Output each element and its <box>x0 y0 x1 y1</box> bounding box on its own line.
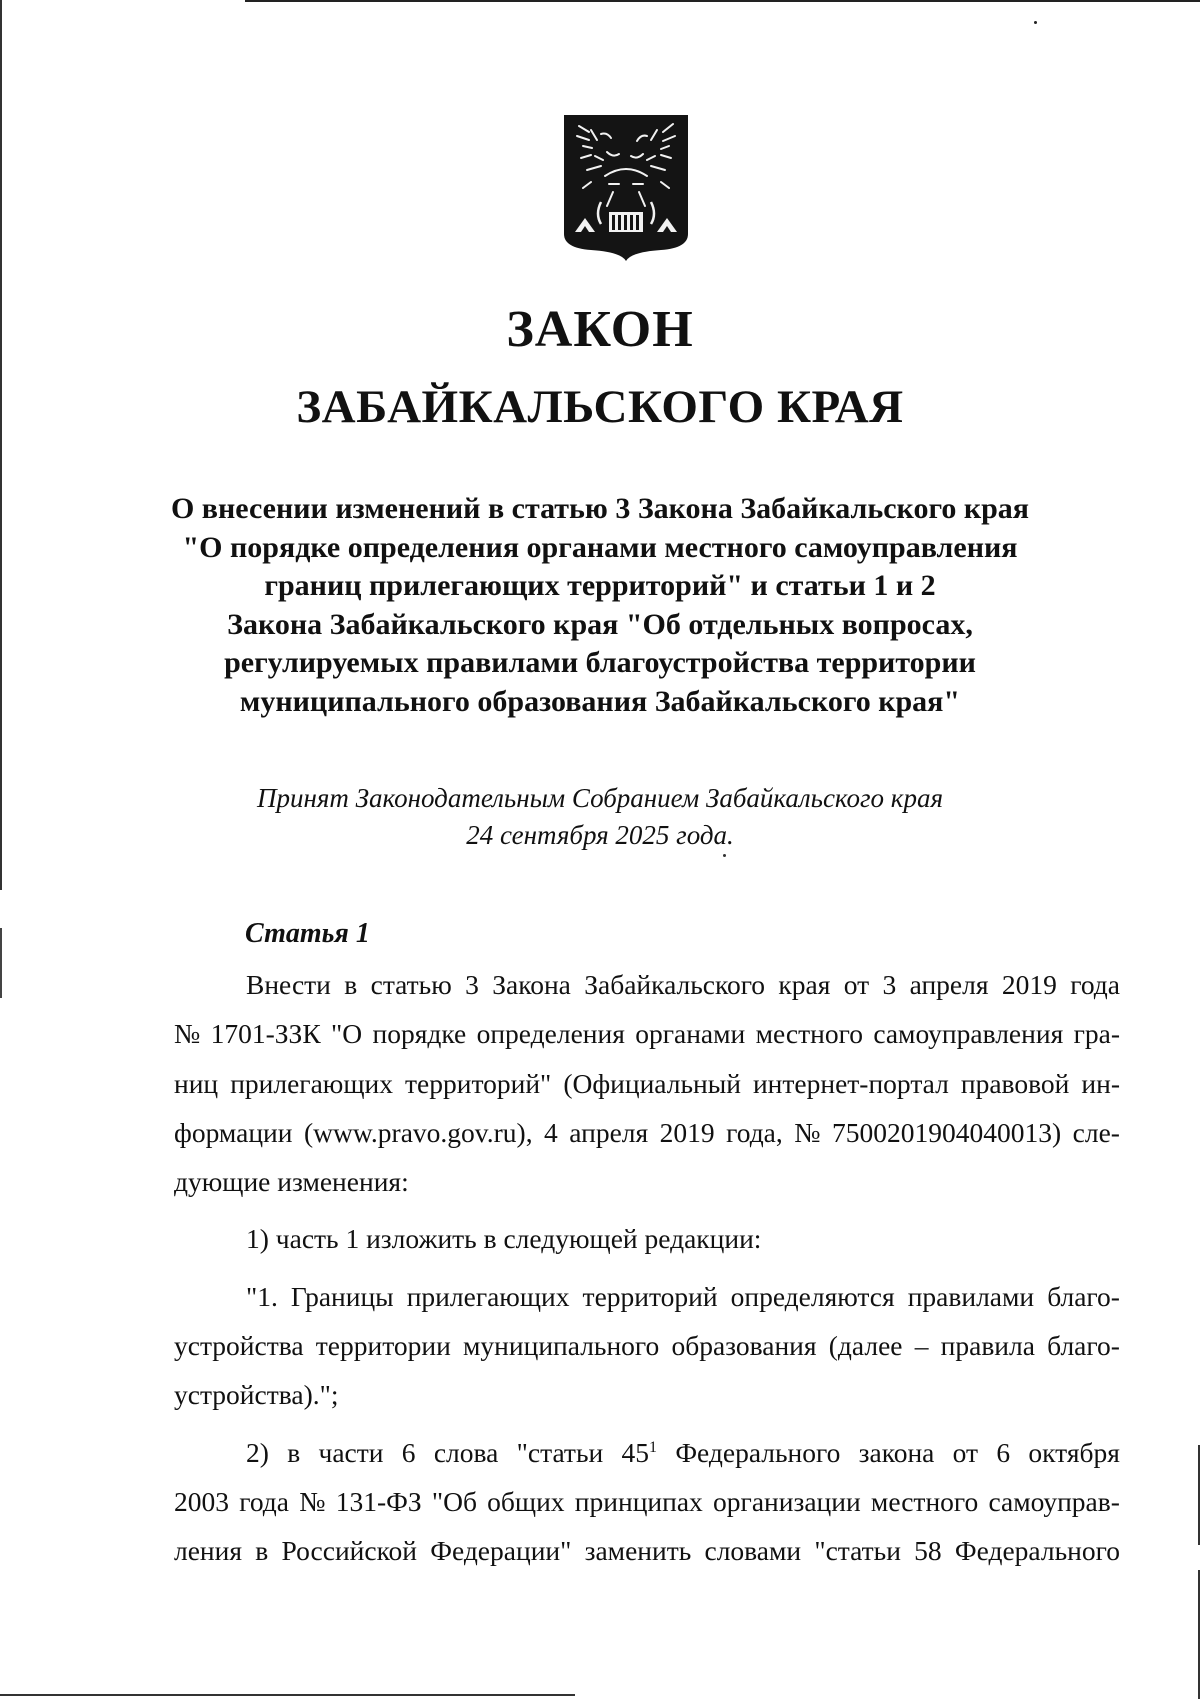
quote-line: устройства)."; <box>174 1379 339 1411</box>
word: интернет-портал <box>752 1067 949 1099</box>
word: порядке <box>372 1018 467 1050</box>
word: принципах <box>574 1485 703 1517</box>
word: ин- <box>1081 1067 1120 1099</box>
word: 58 <box>914 1535 942 1567</box>
word: территорий <box>582 1280 718 1312</box>
article-heading: Статья 1 <box>245 918 370 949</box>
paragraph-line <box>174 1477 1120 1526</box>
word: (Официальный <box>563 1067 741 1099</box>
word: Федерального <box>954 1535 1120 1567</box>
adoption-body: Принят Законодательным Собранием Забайкальского края <box>256 783 943 813</box>
word: "статьи <box>814 1535 901 1567</box>
word: формации <box>174 1116 293 1148</box>
word: благо- <box>1047 1280 1120 1312</box>
word: Внести <box>246 969 331 1000</box>
word: части <box>318 1436 384 1468</box>
subject-line: "О порядке определения органами местного самоуправления <box>182 530 1018 564</box>
word: апреля <box>909 969 989 1000</box>
word: Российской <box>281 1535 418 1567</box>
word: благо- <box>1047 1330 1120 1362</box>
word: 3 <box>465 969 479 1000</box>
word: года, <box>726 1116 783 1148</box>
subject-line: муниципального образования Забайкальского края" <box>239 684 961 718</box>
word: Границы <box>290 1280 394 1312</box>
paragraph-line: дующие изменения: <box>174 1166 409 1198</box>
word: ления <box>174 1535 243 1567</box>
scan-speck <box>723 854 726 857</box>
word: территории <box>315 1330 451 1362</box>
document-region-title: ЗАБАЙКАЛЬСКОГО КРАЯ <box>296 381 904 433</box>
word: словами <box>704 1535 802 1567</box>
law-subject-heading <box>130 490 1070 721</box>
scan-speck <box>1034 21 1037 24</box>
paragraph-line <box>174 1108 1120 1157</box>
word: края <box>778 969 831 1000</box>
word: общих <box>487 1485 565 1517</box>
word: апреля <box>569 1116 649 1148</box>
quote-line <box>174 1321 1120 1370</box>
word: территорий" <box>405 1067 552 1099</box>
document-title: ЗАКОН <box>506 301 694 358</box>
word: 131-ФЗ <box>335 1485 422 1517</box>
coat-of-arms-emblem <box>561 112 691 262</box>
word: заменить <box>584 1535 692 1567</box>
word: прилегающих <box>230 1067 393 1099</box>
word: "статьи <box>516 1436 604 1468</box>
subject-line: О внесении изменений в статью 3 Закона Забайкальского края <box>170 492 1030 525</box>
word: местного <box>755 1018 863 1050</box>
word: правилами <box>907 1280 1035 1312</box>
word: закона <box>858 1436 935 1468</box>
word: правовой <box>960 1067 1070 1099</box>
word: № <box>174 1018 201 1050</box>
word: 3 <box>882 969 897 1000</box>
scan-edge-left <box>0 0 2 890</box>
paragraph-line <box>174 1059 1120 1108</box>
word: от <box>843 969 870 1000</box>
word: от <box>952 1436 979 1468</box>
word: организации <box>713 1485 861 1517</box>
adoption-date: 24 сентября 2025 года. <box>466 820 734 850</box>
word: – <box>914 1330 929 1362</box>
word: 6 <box>996 1436 1011 1468</box>
scan-edge-bottom <box>0 1694 575 1696</box>
word: Федерации" <box>430 1535 572 1567</box>
paragraph-line <box>174 960 1120 1009</box>
scan-edge-top <box>245 0 1200 2</box>
word: 2003 <box>174 1485 229 1517</box>
quote-line <box>174 1272 1120 1321</box>
list-item <box>174 1428 1120 1477</box>
word: 7500201904040013) <box>831 1116 1062 1148</box>
word: самоуправ- <box>988 1485 1120 1517</box>
word: № <box>794 1116 821 1148</box>
word: года <box>1070 969 1120 1000</box>
word: ниц <box>174 1067 219 1099</box>
word: муниципального <box>463 1330 660 1362</box>
adoption-note <box>0 780 1200 854</box>
word: определения <box>476 1018 625 1050</box>
word: 4 <box>544 1116 558 1148</box>
word: (далее <box>828 1330 903 1362</box>
word: прилегающих <box>406 1280 570 1312</box>
word: самоуправления <box>873 1018 1064 1050</box>
word: 2019 <box>659 1116 715 1148</box>
word: 2) <box>246 1436 269 1468</box>
subject-line: регулируемых правилами благоустройства территории <box>224 646 976 679</box>
word: года <box>239 1485 289 1517</box>
subject-line: Закона Забайкальского края "Об отдельных вопросах, <box>227 607 973 641</box>
word: гра- <box>1073 1018 1120 1050</box>
word: органами <box>635 1018 746 1050</box>
word: "1. <box>246 1280 278 1312</box>
word: определяются <box>730 1280 895 1312</box>
word: образования <box>671 1330 817 1362</box>
word: $45^1$ <box>621 1436 658 1468</box>
word: 1701-ЗЗК <box>210 1018 321 1050</box>
word: устройства <box>174 1330 304 1362</box>
superscript-index: 1 <box>649 1438 658 1456</box>
article-body <box>174 960 1120 1576</box>
word: Федерального <box>675 1436 841 1468</box>
word: слова <box>433 1436 499 1468</box>
word: в <box>255 1535 269 1567</box>
word: в <box>344 969 358 1000</box>
word: 6 <box>401 1436 416 1468</box>
word: 2019 <box>1001 969 1057 1000</box>
word: (www.pravo.gov.ru), <box>303 1116 533 1148</box>
word: Закона <box>492 969 571 1000</box>
paragraph-line <box>174 1009 1120 1058</box>
word: октября <box>1028 1436 1120 1468</box>
word: статью <box>370 969 452 1000</box>
word: № <box>299 1485 326 1517</box>
word: "О <box>331 1018 363 1050</box>
list-item: 1) часть 1 изложить в следующей редакции: <box>246 1223 762 1255</box>
word: местного <box>870 1485 979 1517</box>
subject-line: границ прилегающих территорий" и статьи 1 и 2 <box>264 569 936 602</box>
word: сле- <box>1072 1116 1120 1148</box>
word: Забайкальского <box>584 969 766 1000</box>
scan-edge-left-mid <box>0 928 2 998</box>
word: правила <box>940 1330 1035 1362</box>
word: в <box>287 1436 301 1468</box>
paragraph-line <box>174 1526 1120 1575</box>
word: "Об <box>431 1485 477 1517</box>
